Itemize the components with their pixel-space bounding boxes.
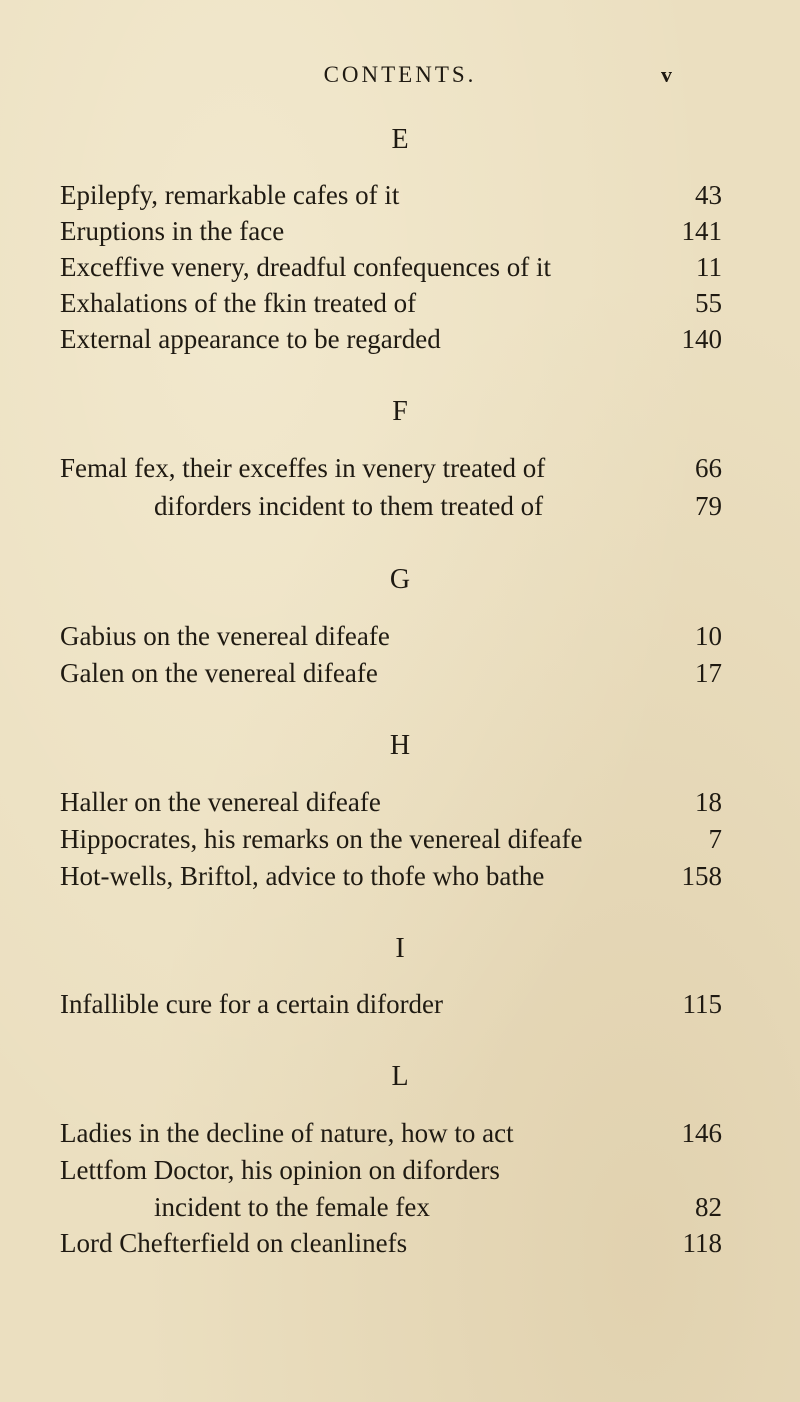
section-letter-e: E <box>391 124 409 155</box>
index-entry <box>60 618 722 654</box>
index-entry <box>60 1115 722 1151</box>
entry-text: Hot-wells, Briftol, advice to thofe who bathe <box>60 861 545 891</box>
index-entry <box>60 177 722 213</box>
entry-page: 79 <box>695 491 722 521</box>
index-entry <box>60 1189 722 1225</box>
entry-page: 18 <box>695 787 722 817</box>
index-entry <box>60 821 722 857</box>
page-header <box>0 62 800 96</box>
entry-page: 17 <box>695 658 722 688</box>
section-letter-i: I <box>395 933 405 964</box>
entry-page: 146 <box>681 1118 722 1148</box>
entry-text: Femal fex, their exceffes in venery treated of <box>60 453 546 483</box>
entry-text: Infallible cure for a certain diforder <box>60 989 444 1019</box>
entry-text: Gabius on the venereal difeafe <box>60 621 390 651</box>
entry-text: Lord Chefterfield on cleanlinefs <box>60 1228 408 1258</box>
entry-text: diforders incident to them treated of <box>154 491 544 521</box>
entry-page: 158 <box>681 861 722 891</box>
entry-text: Exhalations of the fkin treated of <box>60 288 417 318</box>
entry-page: 11 <box>696 252 722 282</box>
index-entry <box>60 986 722 1022</box>
index-entry <box>60 1225 722 1261</box>
entry-page: 66 <box>695 453 722 483</box>
entry-page: 10 <box>695 621 722 651</box>
page-number: v <box>661 62 672 87</box>
entry-page: 141 <box>681 216 722 246</box>
entry-page: 82 <box>695 1192 722 1222</box>
section-letter-f: F <box>392 396 408 427</box>
index-entry <box>60 450 722 486</box>
section-letter-h: H <box>389 730 411 761</box>
section-letter-g: G <box>389 564 411 595</box>
entry-page: 55 <box>695 288 722 318</box>
entry-text: Exceffive venery, dreadful confequences of it <box>60 252 552 282</box>
index-entry <box>60 858 722 894</box>
entry-text: Ladies in the decline of nature, how to act <box>60 1118 514 1148</box>
entry-text: Lettfom Doctor, his opinion on diforders <box>60 1155 500 1185</box>
entry-page: 140 <box>681 324 722 354</box>
index-entry <box>60 285 722 321</box>
entry-text: Galen on the venereal difeafe <box>60 658 378 688</box>
running-head: CONTENTS. <box>323 62 477 87</box>
entry-text: incident to the female fex <box>154 1192 430 1222</box>
entry-text: Haller on the venereal difeafe <box>60 787 381 817</box>
entry-page: 43 <box>695 180 722 210</box>
entry-text: Eruptions in the face <box>60 216 285 246</box>
entry-page: 115 <box>682 989 722 1019</box>
entry-text: Hippocrates, his remarks on the venereal difeafe <box>60 824 583 854</box>
index-entry <box>60 1152 722 1188</box>
entry-page: 118 <box>682 1228 722 1258</box>
index-entry <box>60 213 722 249</box>
index-entry <box>60 249 722 285</box>
index-entry <box>60 488 722 524</box>
index-entry <box>60 784 722 820</box>
section-letter-l: L <box>391 1061 409 1092</box>
entry-text: External appearance to be regarded <box>60 324 441 354</box>
index-entry <box>60 321 722 357</box>
entry-text: Epilepfy, remarkable cafes of it <box>60 180 400 210</box>
index-entry <box>60 655 722 691</box>
entry-page: 7 <box>708 824 722 854</box>
